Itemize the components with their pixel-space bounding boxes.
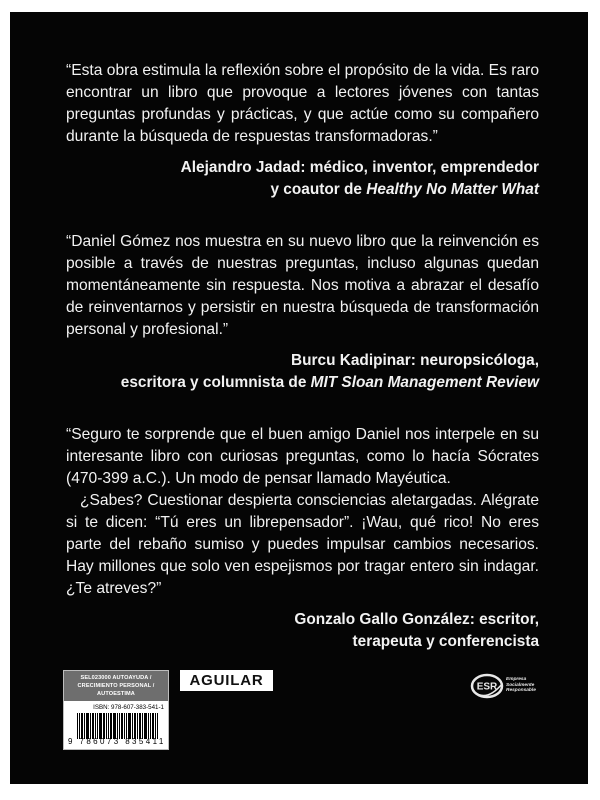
blurb-quote (66, 60, 539, 148)
blurb-3 (66, 424, 539, 653)
attribution-line (66, 631, 539, 653)
barcode-digits: 9 786073 835411 (68, 737, 166, 746)
blurb-1 (66, 60, 539, 201)
quote-paragraph: “Seguro te sorprende que el buen amigo Daniel nos interpele en su interesante libro con curiosas preguntas, como lo hacía Sócrates (470-399 a.C.). Un modo de pensar llamado Mayéutica. (66, 426, 539, 487)
svg-text:ESR: ESR (476, 681, 498, 693)
category-line: AUTOESTIMA (97, 691, 135, 697)
quote-paragraph: “Esta obra estimula la reflexión sobre el propósito de la vida. Es raro encontrar un libro que provoque a lectores jóvenes con tantas preguntas profundas y prácticas, y que actúe como su compañero durante la búsqueda de respuestas transformadoras.” (66, 62, 539, 145)
book-title: Healthy No Matter What (366, 181, 539, 198)
blurb-quote (66, 231, 539, 341)
attribution-line: Burcu Kadipinar: neuropsicóloga, (291, 352, 539, 369)
back-cover (10, 12, 588, 784)
blurb-attribution (66, 157, 539, 201)
blurbs-column (66, 60, 539, 653)
barcode-label (63, 670, 169, 750)
blurb-2 (66, 231, 539, 394)
attribution-text: y coautor de (270, 181, 367, 198)
attribution-line: Alejandro Jadad: médico, inventor, emprendedor (180, 159, 539, 176)
publisher-logo (180, 670, 273, 691)
attribution-text: escritora y columnista de (120, 374, 311, 391)
quote-paragraph: ¿Sabes? Cuestionar despierta consciencias aletargadas. Alégrate si te dicen: “Tú eres un librepensador”. ¡Wau, qué rico! No eres parte del rebaño sumiso y puedes impulsar cambios necesarios. Hay millones que solo ven espejismos por tragar entero sin indagar. ¿Te atreves?” (66, 492, 539, 597)
esr-caption-line: Responsable (506, 688, 536, 694)
esr-caption (506, 677, 536, 694)
publisher-logo-text: AGUILAR (189, 672, 264, 689)
blurb-quote (66, 424, 539, 600)
esr-badge (470, 672, 550, 700)
publication-title: MIT Sloan Management Review (310, 374, 539, 391)
category-line: SEL023000 AUTOAYUDA / (80, 675, 152, 681)
isbn-text: ISBN: 978-607-383-541-1 (93, 704, 164, 711)
attribution-text: terapeuta y conferencista (352, 633, 539, 650)
esr-caption-line: Empresa (506, 677, 527, 682)
category-header (64, 671, 168, 701)
esr-logo-icon (470, 672, 506, 700)
esr-caption-line: Socialmente (506, 682, 535, 688)
blurb-attribution (66, 350, 539, 394)
blurb-attribution (66, 609, 539, 653)
quote-paragraph: “Daniel Gómez nos muestra en su nuevo libro que la reinvención es posible a través de nuestras preguntas, incluso algunas quedan momentáneamente sin respuesta. Nos motiva a abrazar el desafío de reinventarnos y persistir en nuestra búsqueda de transformación personal y profesional.” (66, 233, 539, 338)
attribution-line: Gonzalo Gallo González: escritor, (294, 611, 539, 628)
attribution-line (66, 179, 539, 201)
barcode-icon (77, 713, 163, 739)
category-line: CRECIMIENTO PERSONAL / (77, 683, 155, 689)
attribution-line (66, 372, 539, 394)
